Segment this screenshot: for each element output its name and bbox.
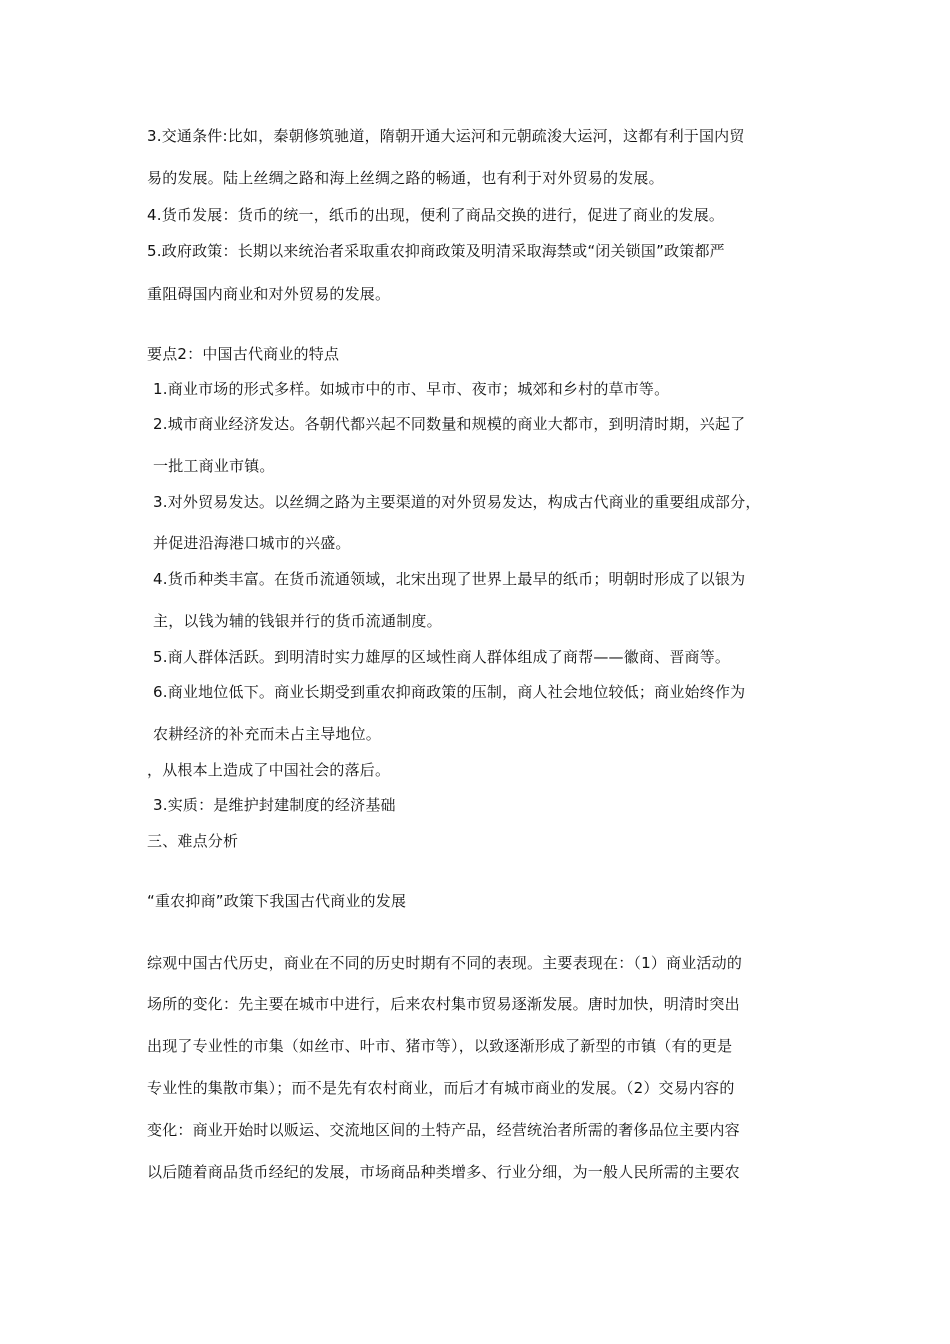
paragraph-line-backwardness: ，从根本上造成了中国社会的落后。 [147,761,391,779]
body-line-4: 专业性的集散市集）；而不是先有农村商业，而后才有城市商业的发展。（2）交易内容的 [147,1079,735,1097]
list-item-foreign-trade-1: 3.对外贸易发达。以丝绸之路为主要渠道的对外贸易发达，构成古代商业的重要组成部分， [153,493,761,511]
paragraph-line-policy-2: 重阻碍国内商业和对外贸易的发展。 [147,285,391,303]
subsection-heading: “重农抑商”政策下我国古代商业的发展 [147,892,407,910]
body-line-3: 出现了专业性的市集（如丝市、叶市、猪市等），以致逐渐形成了新型的市镇（有的更是 [147,1037,733,1055]
section-heading-key-point-2: 要点2：中国古代商业的特点 [147,345,340,363]
list-item-commerce-status-1: 6.商业地位低下。商业长期受到重农抑商政策的压制，商人社会地位较低；商业始终作为 [153,683,746,701]
list-item-currency-types-1: 4.货币种类丰富。在货币流通领域，北宋出现了世界上最早的纸币；明朝时形成了以银为 [153,570,746,588]
body-line-5: 变化：商业开始时以贩运、交流地区间的土特产品，经营统治者所需的奢侈品位主要内容 [147,1121,740,1139]
paragraph-line-transport-1: 3.交通条件:比如，秦朝修筑驰道，隋朝开通大运河和元朝疏浚大运河，这都有利于国内贸 [147,127,745,145]
body-line-2: 场所的变化：先主要在城市中进行，后来农村集市贸易逐渐发展。唐时加快，明清时突出 [147,995,740,1013]
section-heading-difficulty-analysis: 三、难点分析 [147,832,239,850]
paragraph-line-currency: 4.货币发展：货币的统一，纸币的出现，便利了商品交换的进行，促进了商业的发展。 [147,206,725,224]
list-item-market-forms: 1.商业市场的形式多样。如城市中的市、早市、夜市；城郊和乡村的草市等。 [153,380,670,398]
body-line-1: 综观中国古代历史，商业在不同的历史时期有不同的表现。主要表现在：（1）商业活动的 [147,954,743,972]
list-item-foreign-trade-2: 并促进沿海港口城市的兴盛。 [153,534,351,552]
paragraph-line-policy-1: 5.政府政策：长期以来统治者采取重农抑商政策及明清采取海禁或“闭关锁国”政策都严 [147,242,725,260]
list-item-essence: 3.实质：是维护封建制度的经济基础 [153,796,396,814]
list-item-merchant-groups: 5.商人群体活跃。到明清时实力雄厚的区域性商人群体组成了商帮——徽商、晋商等。 [153,648,731,666]
paragraph-line-transport-2: 易的发展。陆上丝绸之路和海上丝绸之路的畅通，也有利于对外贸易的发展。 [147,169,664,187]
list-item-commerce-status-2: 农耕经济的补充而未占主导地位。 [153,725,382,743]
list-item-urban-commerce-1: 2.城市商业经济发达。各朝代都兴起不同数量和规模的商业大都市，到明清时期，兴起了 [153,415,746,433]
list-item-urban-commerce-2: 一批工商业市镇。 [153,457,275,475]
body-line-6: 以后随着商品货币经纪的发展，市场商品种类增多、行业分细，为一般人民所需的主要农 [147,1163,740,1181]
list-item-currency-types-2: 主，以钱为辅的钱银并行的货币流通制度。 [153,612,442,630]
